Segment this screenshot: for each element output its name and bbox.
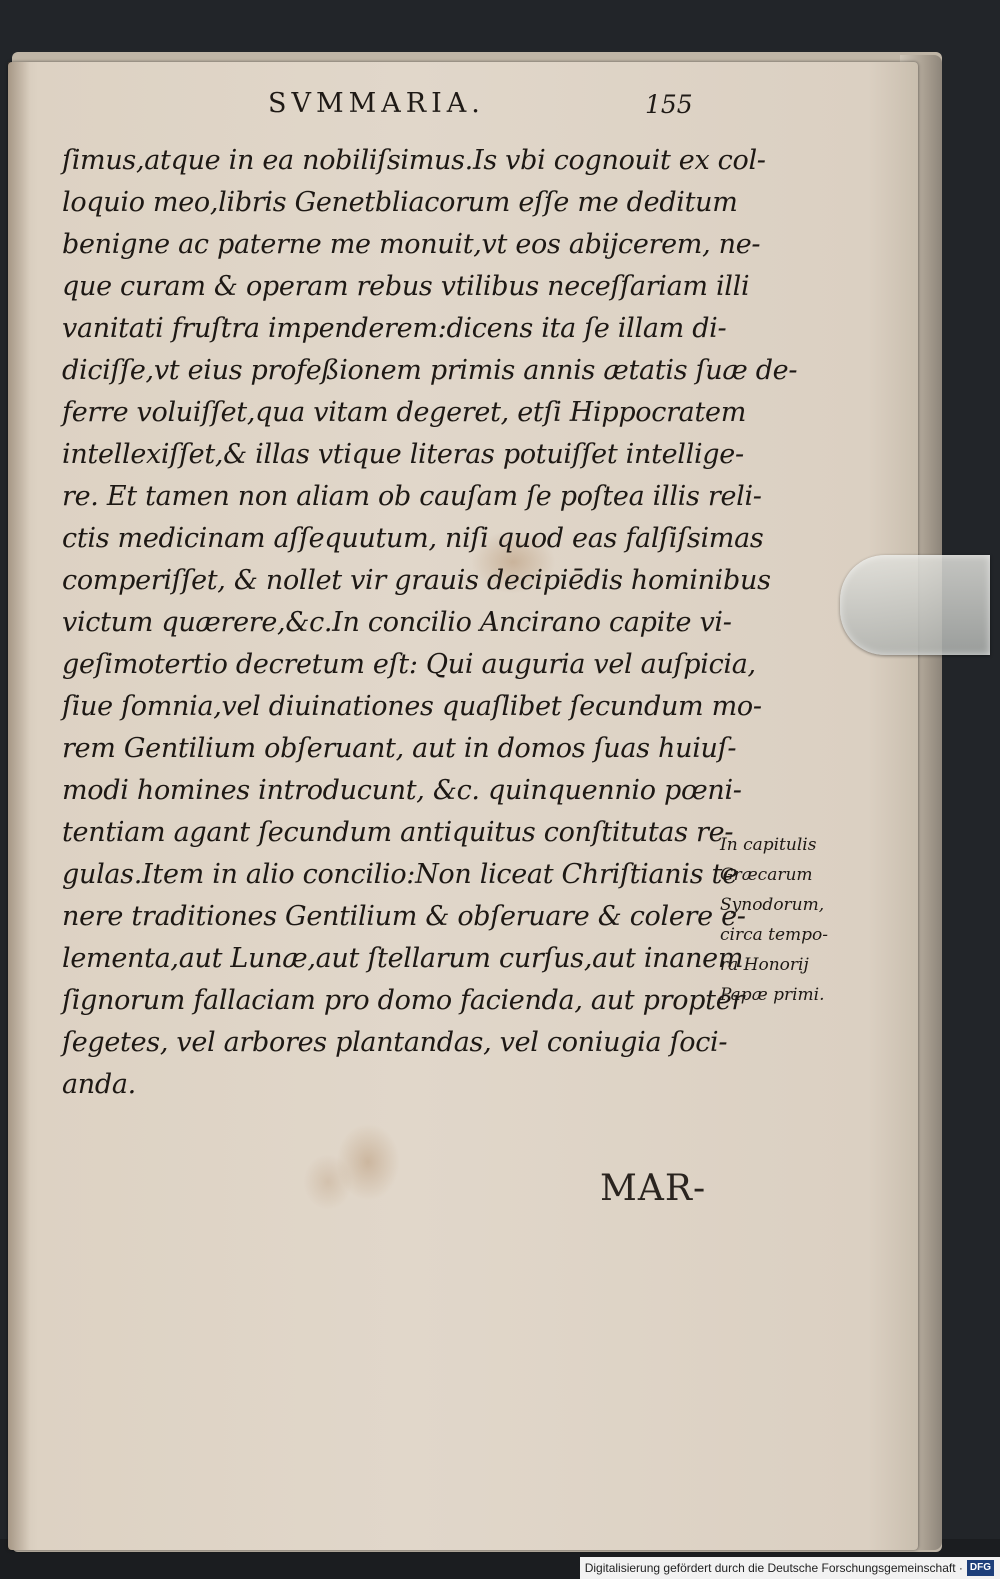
text-line: diciſſe,vt eius profeßionem primis annis ætatis ſuæ de- [62,355,798,386]
text-line: vanitati fruſtra impenderem:dicens ita ſe illam di- [62,313,727,344]
margin-note-line: ra Honorij [720,955,809,975]
text-line: benigne ac paterne me monuit,vt eos abijcerem, ne- [62,229,761,260]
page-header [0,88,1000,128]
text-line: que curam & operam rebus vtilibus neceſſariam illi [62,271,750,302]
margin-note-line: Græcarum [720,865,813,885]
text-line: lementa,aut Lunæ,aut ſtellarum curſus,aut inanem [62,943,744,974]
running-title: SVMMARIA. [268,88,485,119]
margin-note [720,830,880,1010]
gutter-shadow [8,62,30,1550]
text-line: ferre voluiſſet,qua vitam degeret, etſi Hippocratem [62,397,747,428]
text-line: nere traditiones Gentilium & obſeruare & colere e- [62,901,746,932]
margin-note-line: circa tempo- [720,925,829,945]
text-line: ſimus,atque in ea nobiliſsimus.Is vbi cognouit ex col- [62,145,766,176]
text-line: re. Et tamen non aliam ob cauſam ſe poſtea illis reli- [62,481,762,512]
text-line: ctis medicinam aſſequutum, niſi quod eas falſiſsimas [62,523,764,554]
text-line: ſiue ſomnia,vel diuinationes quaſlibet ſecundum mo- [62,691,762,722]
text-line: geſimotertio decretum eſt: Qui auguria vel auſpicia, [62,649,756,680]
digitization-footer [580,1557,1000,1579]
text-line: gulas.Item in alio concilio:Non liceat Chriſtianis te [62,859,738,890]
text-line: tentiam agant ſecundum antiquitus conſtitutas re- [62,817,734,848]
text-line: rem Gentilium obſeruant, aut in domos ſuas huiuſ- [62,733,737,764]
text-line: comperiſſet, & nollet vir grauis decipiēdis hominibus [62,565,771,596]
text-line: ſignorum fallaciam pro domo facienda, aut propter [62,985,744,1016]
text-line: loquio meo,libris Genetbliacorum eſſe me deditum [62,187,738,218]
footer-credit: Digitalisierung gefördert durch die Deutsche Forschungsgemeinschaft · [584,1561,963,1575]
margin-note-line: Papæ primi. [720,985,825,1005]
catchword: MAR- [600,1168,707,1209]
text-line: modi homines introducunt, &c. quinquennio pœni- [62,775,742,806]
bookmark-tab [840,555,990,655]
margin-note-line: Synodorum, [720,895,825,915]
text-line: intellexiſſet,& illas vtique literas potuiſſet intellige- [62,439,744,470]
margin-note-line: In capitulis [720,835,817,855]
text-line: victum quærere,&c.In concilio Ancirano capite vi- [62,607,732,638]
text-line: anda. [62,1069,136,1100]
dfg-logo: DFG [967,1560,994,1576]
page-number: 155 [645,90,693,119]
text-line: ſegetes, vel arbores plantandas, vel coniugia ſoci- [62,1027,728,1058]
